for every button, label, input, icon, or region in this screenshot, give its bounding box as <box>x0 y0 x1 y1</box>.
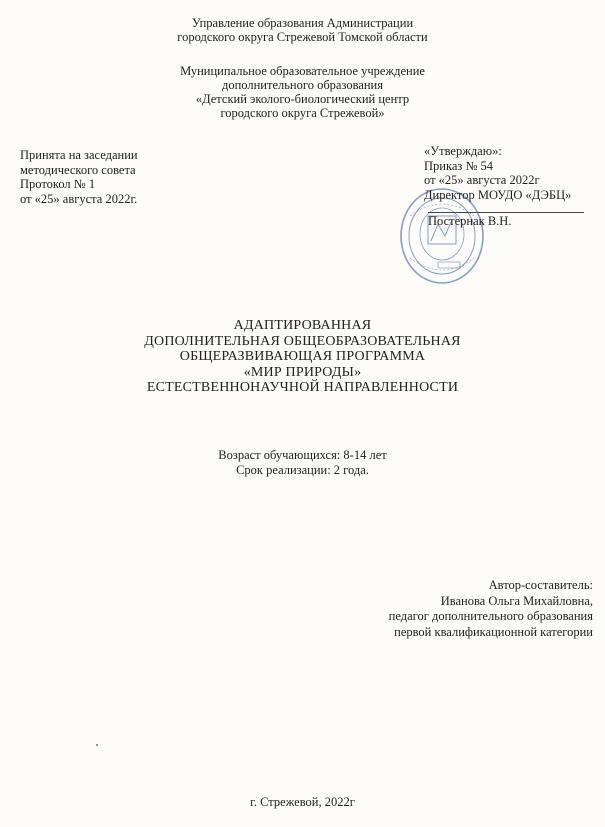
title-line: «МИР ПРИРОДЫ» <box>243 364 362 380</box>
institution-line: городского округа Стрежевой» <box>220 106 385 120</box>
title-line: ОБЩЕРАЗВИВАЮЩАЯ ПРОГРАММА <box>179 349 426 364</box>
paper-speck <box>96 744 98 746</box>
author-block <box>389 578 593 640</box>
institution-line: Муниципальное образовательное учреждение <box>180 64 425 78</box>
institution-line: «Детский эколого-биологический центр <box>195 92 410 106</box>
approval-line: от «25» августа 2022г <box>424 173 540 187</box>
author-line: первой квалификационной категории <box>394 624 593 639</box>
footer <box>0 795 605 809</box>
title-line: АДАПТИРОВАННАЯ <box>233 318 372 333</box>
org-line: Управление образования Администрации <box>191 16 414 30</box>
author-line: Автор-составитель: <box>488 578 593 592</box>
accepted-line: от «25» августа 2022г. <box>20 191 138 206</box>
accepted-block <box>20 148 138 206</box>
signature-line <box>428 202 584 213</box>
program-info <box>0 448 605 477</box>
author-line: педагог дополнительного образования <box>388 609 593 623</box>
accepted-line: методического совета <box>20 162 136 177</box>
approval-block <box>424 144 584 229</box>
program-title <box>0 318 605 396</box>
author-line: Иванова Ольга Михайловна, <box>440 593 593 608</box>
approval-line: Приказ № 54 <box>424 158 494 173</box>
org-header <box>0 16 605 44</box>
signer-name: Постернак В.Н. <box>428 214 512 228</box>
accepted-line: Протокол № 1 <box>20 177 96 191</box>
institution-header <box>0 64 605 120</box>
duration: Срок реализации: 2 года. <box>236 462 369 477</box>
title-line: ЕСТЕСТВЕННОНАУЧНОЙ НАПРАВЛЕННОСТИ <box>146 380 459 395</box>
title-line: ДОПОЛНИТЕЛЬНАЯ ОБЩЕОБРАЗОВАТЕЛЬНАЯ <box>144 333 461 349</box>
institution-line: дополнительного образования <box>221 78 384 92</box>
city-year: г. Стрежевой, 2022г <box>250 795 355 809</box>
approval-line: Директор МОУДО «ДЭБЦ» <box>424 187 572 202</box>
org-line: городского округа Стрежевой Томской области <box>177 30 428 44</box>
approval-line: «Утверждаю»: <box>424 144 502 158</box>
accepted-line: Принята на заседании <box>20 148 138 162</box>
age-range: Возраст обучающихся: 8-14 лет <box>218 448 387 462</box>
